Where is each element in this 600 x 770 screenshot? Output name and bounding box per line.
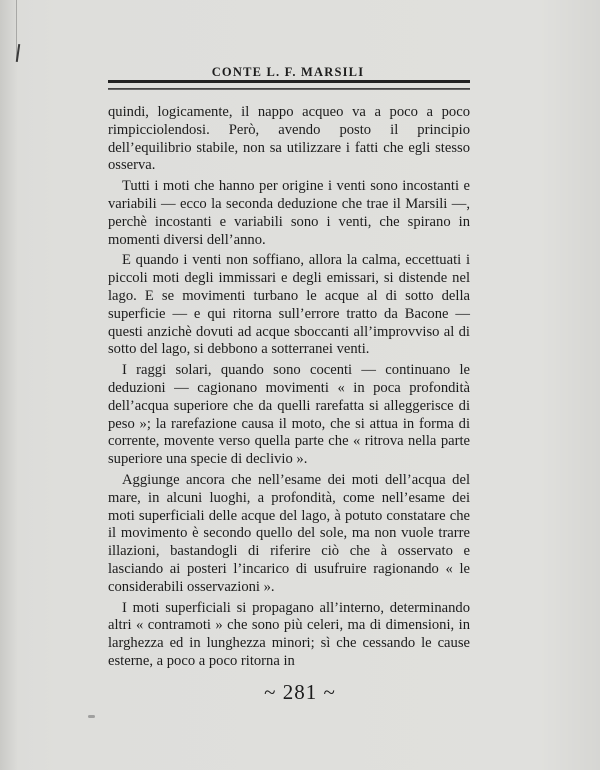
paragraph: E quando i venti non soffiano, allora la calma, eccettuati i piccoli moti degli immissari e degli emissari, si distende nel lago. E se movimenti turbano le acque al di sotto della superficie — e qui ritorna sull’errore tratto da Bacone — questi anzichè dovuti ad acque sboccanti all’improvviso al di sotto del lago, si debbono a sotterranei venti.: [108, 252, 470, 358]
paper-speck: [88, 715, 95, 718]
header-rule: [108, 80, 470, 89]
body-text: [108, 104, 470, 674]
paragraph: Aggiunge ancora che nell’esame dei moti dell’acqua del mare, in alcuni luoghi, a profondità, come nell’esame dei moti superficiali delle acque del lago, à potuto constatare che il movimento è secondo quello del sole, ma non vuole trarre illazioni, bastandogli di riferire ciò che à osservato e lasciando ai posteri l’incarico di usufruire ragionando « le considerabili osservazioni ».: [108, 471, 470, 595]
running-header: CONTE L. F. MARSILI: [211, 65, 365, 79]
paragraph: I moti superficiali si propagano all’interno, determinando altri « contramoti » che sono più celeri, ma di dimensioni, in larghezza ed in lunghezza minori; sì che cessando le cause esterne, a poco a poco ritorna in: [108, 599, 470, 669]
paragraph: Tutti i moti che hanno per origine i venti sono incostanti e variabili — ecco la seconda deduzione che trae il Marsili —, perchè incostanti e variabili sono i venti, che spirano in momenti diversi dell’anno.: [108, 178, 470, 248]
page-number: ~ 281 ~: [264, 680, 336, 704]
paragraph: I raggi solari, quando sono cocenti — continuano le deduzioni — cagionano movimenti « in poca profondità dell’acqua superiore che da quelli rarefatta si alleggerisce di peso »; la rarefazione causa il moto, che si attua in forma di corrente, movente verso quella parte che « ritrova nella parte superiore una specie di declivio ».: [108, 362, 470, 468]
paragraph: quindi, logicamente, il nappo acqueo va a poco a poco rimpicciolendosi. Però, avendo posto il principio dell’equilibrio stabile, non sa utilizzare i fatti che egli stesso osserva.: [108, 104, 470, 174]
header-rule-thin: [108, 89, 470, 90]
